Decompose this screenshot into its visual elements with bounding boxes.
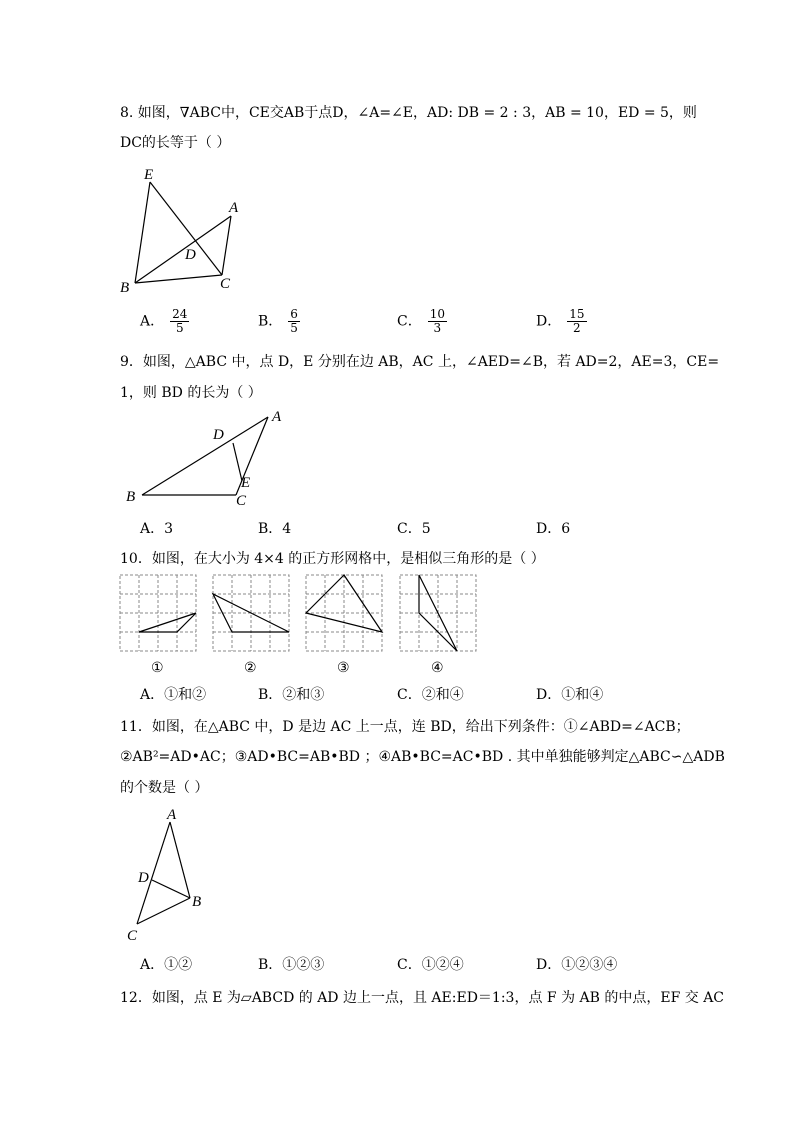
q10-grid-4 bbox=[400, 575, 476, 651]
q9-label-D: D bbox=[213, 427, 224, 443]
q11-label-D: D bbox=[138, 870, 149, 886]
q8-option-b-fraction: $\frac{6}{5}$ bbox=[290, 307, 298, 335]
q8-option-d[interactable]: D． $\frac{15}{2}$ bbox=[536, 307, 585, 335]
q8-stem-line1: 8. 如图，∇ABC中，CE交AB于点D，∠A=∠E，AD: DB = 2 : 3，AB = 10，ED = 5，则 bbox=[120, 105, 697, 121]
q11-stem-line3: 的个数是（ ） bbox=[120, 780, 209, 796]
q9-label-C: C bbox=[236, 493, 247, 509]
q10-grid-label-2: ② bbox=[244, 660, 257, 676]
q10-option-c[interactable]: C．②和④ bbox=[397, 687, 464, 703]
q11-label-A: A bbox=[167, 807, 177, 823]
q8-option-a[interactable]: A． $\frac{24}{5}$ bbox=[140, 307, 188, 335]
q10-option-b[interactable]: B．②和③ bbox=[258, 687, 325, 703]
q11-figure bbox=[120, 800, 220, 950]
q8-segment-BA bbox=[135, 216, 231, 283]
q9-option-c[interactable]: C．5 bbox=[397, 521, 431, 537]
q11-stem-line2: ②AB²=AD•AC；③AD•BC=AB•BD ；④AB•BC=AC•BD . 其中单独能够判定△ABC∽△ADB bbox=[120, 749, 725, 765]
q11-stem-line1: 11．如图，在△ABC 中，D 是边 AC 上一点，连 BD，给出下列条件：①∠ABD=∠ACB； bbox=[120, 719, 690, 735]
q11-label-B: B bbox=[192, 894, 202, 910]
q11-segment-CB bbox=[137, 898, 190, 924]
q8-figure bbox=[110, 160, 260, 300]
q8-label-A: A bbox=[229, 200, 239, 216]
q8-option-a-fraction: $\frac{24}{5}$ bbox=[172, 307, 188, 335]
q10-option-a[interactable]: A．①和② bbox=[140, 687, 207, 703]
q10-grid-3 bbox=[306, 575, 382, 651]
q11-option-c[interactable]: C．①②④ bbox=[397, 957, 464, 973]
q11-option-d[interactable]: D．①②③④ bbox=[536, 957, 618, 973]
q8-stem-line2: DC的长等于（ ） bbox=[120, 135, 231, 151]
q11-segment-AB bbox=[170, 822, 190, 898]
q9-stem-line2: 1，则 BD 的长为（ ） bbox=[120, 385, 262, 401]
q9-label-B: B bbox=[126, 489, 136, 505]
q10-grid-1 bbox=[120, 575, 196, 651]
q9-option-a[interactable]: A．3 bbox=[140, 521, 174, 537]
q10-grid-label-4: ④ bbox=[431, 660, 444, 676]
q10-stem: 10．如图，在大小为 4×4 的正方形网格中，是相似三角形的是（ ） bbox=[120, 551, 545, 567]
q9-option-b[interactable]: B．4 bbox=[258, 521, 292, 537]
q8-option-d-fraction: $\frac{15}{2}$ bbox=[569, 307, 585, 335]
q9-label-E: E bbox=[241, 475, 251, 491]
q8-option-c[interactable]: C． $\frac{10}{3}$ bbox=[397, 307, 445, 335]
q8-option-c-fraction: $\frac{10}{3}$ bbox=[429, 307, 445, 335]
q8-segment-AC bbox=[222, 216, 231, 275]
q11-segment-DB bbox=[152, 880, 190, 898]
q11-label-C: C bbox=[127, 928, 138, 944]
q9-label-A: A bbox=[272, 409, 282, 425]
q11-option-b[interactable]: B．①②③ bbox=[258, 957, 325, 973]
q10-grid-label-1: ① bbox=[151, 660, 164, 676]
q10-grid-2 bbox=[213, 575, 289, 651]
q8-option-b[interactable]: B． $\frac{6}{5}$ bbox=[258, 307, 298, 335]
q9-figure bbox=[120, 405, 295, 510]
q8-label-E: E bbox=[144, 167, 154, 183]
q12-stem-line1: 12．如图，点 E 为▱ABCD 的 AD 边上一点，且 AE:ED＝1:3，点 F 为 AB 的中点，EF 交 AC bbox=[120, 990, 725, 1006]
q9-stem-line1: 9．如图，△ABC 中，点 D，E 分别在边 AB，AC 上，∠AED=∠B，若 AD=2，AE=3，CE= bbox=[120, 354, 720, 370]
q8-segment-BC bbox=[135, 275, 222, 283]
q10-option-d[interactable]: D．①和④ bbox=[536, 687, 604, 703]
q8-segment-EB bbox=[135, 182, 150, 283]
q10-grids bbox=[118, 573, 480, 655]
q11-option-a[interactable]: A．①② bbox=[140, 957, 193, 973]
q10-grid-label-3: ③ bbox=[337, 660, 350, 676]
q8-label-D: D bbox=[185, 247, 196, 263]
q8-label-C: C bbox=[220, 276, 231, 292]
q9-option-d[interactable]: D．6 bbox=[536, 521, 571, 537]
q8-label-B: B bbox=[120, 280, 130, 296]
